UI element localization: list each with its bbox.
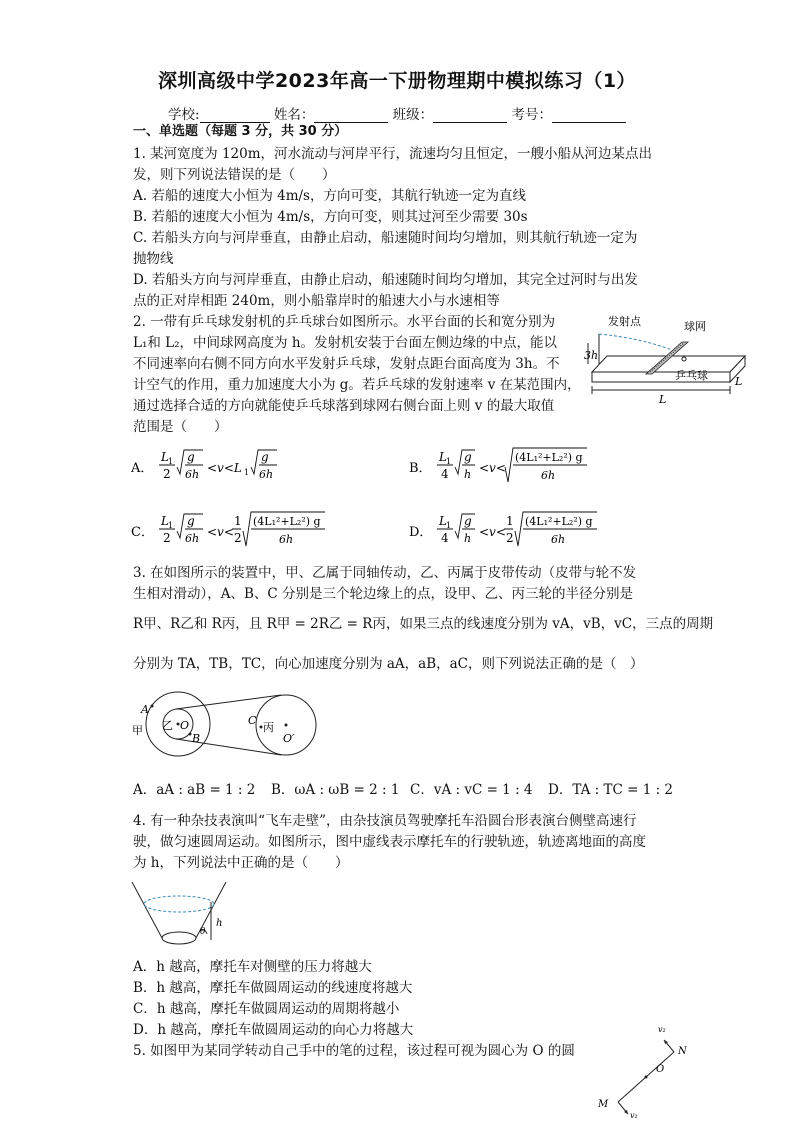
svg-text:g: g <box>187 450 195 464</box>
q5-stem-line1: 5. 如图甲为某同学转动自己手中的笔的过程，该过程可视为圆心为 O 的圆 <box>133 1043 575 1059</box>
q3-label-yi: 乙 <box>162 719 173 732</box>
number-blank[interactable] <box>552 108 626 123</box>
q2-option-c <box>131 506 431 556</box>
number-label: 考号： <box>511 107 552 123</box>
svg-text:1: 1 <box>168 457 174 466</box>
class-label: 班级： <box>392 107 434 123</box>
q3-stem-line4: 分别为 TA，TB，TC，向心加速度分别为 aA，aB，aC，则下列说法正确的是（ ） <box>133 656 644 672</box>
svg-text:4: 4 <box>441 531 449 545</box>
q3-option-b: B．ωA : ωB = 2 : 1 <box>271 782 400 798</box>
q2-option-d <box>409 506 709 556</box>
q2-label-ball: 乒乓球 <box>675 369 708 382</box>
q5-label-m: M <box>598 1099 609 1110</box>
q2-stem-line1: 2. 一带有乒乓球发射机的乒乓球台如图所示。水平台面的长和宽分别为 <box>133 314 556 330</box>
svg-text:1: 1 <box>446 521 452 530</box>
q3-pulley-figure <box>128 684 328 764</box>
svg-text:6h: 6h <box>185 532 200 545</box>
q4-option-a: A．h 越高，摩托车对侧壁的压力将越大 <box>133 959 372 975</box>
q2-stem-line3: 不同速率向右侧不同方向水平发射乒乓球，发射点距台面高度为 3h。不 <box>133 356 560 372</box>
svg-text:g: g <box>187 514 195 528</box>
q2-label-net: 球网 <box>684 320 706 333</box>
svg-text:2: 2 <box>163 531 171 545</box>
q3-label-o-prime: O′ <box>283 732 295 745</box>
svg-text:1: 1 <box>446 457 452 466</box>
svg-text:C．: C． <box>131 525 154 540</box>
svg-text:6h: 6h <box>259 468 274 481</box>
q2-table-figure <box>580 310 750 410</box>
q4-option-c: C．h 越高，摩托车做圆周运动的周期将越小 <box>133 1001 400 1017</box>
q2-stem-line2: L₁和 L₂，中间球网高度为 h。发射机安装于台面左侧边缘的中点，能以 <box>133 335 558 351</box>
q3-label-jia: 甲 <box>132 724 143 737</box>
q1-option-a: A. 若船的速度大小恒为 4m/s，方向可变，其航行轨迹一定为直线 <box>133 188 526 204</box>
q2-stem-line6: 范围是（ ） <box>133 419 228 435</box>
school-blank[interactable] <box>200 108 270 123</box>
svg-text:<v<: <v< <box>479 461 506 475</box>
svg-text:g: g <box>464 514 472 528</box>
q4-cone-figure <box>130 878 240 950</box>
q2-label-launch: 发射点 <box>608 315 641 328</box>
svg-text:6h: 6h <box>279 533 294 546</box>
svg-text:6h: 6h <box>551 533 566 546</box>
q1-option-c-line1: C. 若船头方向与河岸垂直，由静止启动，船速随时间均匀增加，则其航行轨迹一定为 <box>133 230 638 246</box>
q5-label-v2: v₂ <box>658 1025 666 1034</box>
svg-text:6h: 6h <box>185 468 200 481</box>
svg-text:2: 2 <box>234 531 242 545</box>
q3-stem-line3: R甲、R乙和 R丙，且 R甲 = 2R乙 = R丙，如果三点的线速度分别为 vA，vB，vC，三点的周期 <box>133 616 714 632</box>
svg-text:L: L <box>439 514 447 528</box>
q1-option-c-line2: 抛物线 <box>133 251 174 267</box>
q3-stem-line1: 3. 在如图所示的装置中，甲、乙属于同轴传动，乙、丙属于皮带传动（皮带与轮不发 <box>133 565 637 581</box>
q1-option-b: B. 若船的速度大小恒为 4m/s，方向可变，则其过河至少需要 30s <box>133 209 528 225</box>
svg-text:1: 1 <box>506 514 514 528</box>
q2-label-3h: 3h <box>584 349 599 362</box>
svg-text:1: 1 <box>168 521 174 530</box>
q4-stem-line1: 4. 有一种杂技表演叫“飞车走壁”，由杂技演员驾驶摩托车沿圆台形表演台侧壁高速行 <box>133 813 637 829</box>
svg-text:<v<L: <v<L <box>207 461 242 475</box>
q3-label-o: O <box>180 719 190 732</box>
q4-stem-line2: 驶，做匀速圆周运动。如图所示，图中虚线表示摩托车的行驶轨迹，轨迹离地面的高度 <box>133 834 646 850</box>
q4-option-d: D．h 越高，摩托车做圆周运动的向心力将越大 <box>133 1022 414 1038</box>
page-title: 深圳高级中学2023年高一下册物理期中模拟练习（1） <box>157 70 637 92</box>
q2-option-b <box>409 442 709 492</box>
q3-label-c: C <box>248 714 257 727</box>
q3-label-b: B <box>192 732 201 745</box>
q3-option-c: C．vA : vC = 1 : 4 <box>410 782 533 798</box>
svg-text:g: g <box>464 450 472 464</box>
q2-label-l2: L <box>735 375 743 388</box>
q2-option-a <box>131 442 431 492</box>
svg-text:(4L₁²+L₂²) g: (4L₁²+L₂²) g <box>515 451 583 464</box>
q2-stem-line4: 计空气的作用，重力加速度大小为 g。若乒乓球的发射速率 v 在某范围内， <box>133 377 581 393</box>
q5-label-o: O <box>656 1064 665 1075</box>
svg-text:D．: D． <box>409 525 433 540</box>
svg-text:h: h <box>464 468 472 481</box>
q3-stem-line2: 生相对滑动），A、B、C 分别是三个轮边缘上的点，设甲、乙、丙三轮的半径分别是 <box>133 586 634 602</box>
svg-text:(4L₁²+L₂²) g: (4L₁²+L₂²) g <box>253 515 321 528</box>
q2-stem-line5: 通过选择合适的方向就能使乒乓球落到球网右侧台面上则 v 的最大取值 <box>133 398 555 414</box>
name-blank[interactable] <box>314 108 388 123</box>
q4-label-theta: θ <box>200 927 206 937</box>
svg-text:1: 1 <box>244 468 250 477</box>
svg-text:4: 4 <box>441 467 449 481</box>
student-info-row <box>168 103 626 123</box>
q3-option-d: D．TA : TC = 1 : 2 <box>548 782 674 798</box>
svg-text:h: h <box>464 532 472 545</box>
q2-label-l1: L <box>659 393 667 406</box>
svg-text:2: 2 <box>506 531 514 545</box>
svg-text:6h: 6h <box>541 469 556 482</box>
q5-label-v1: v₁ <box>630 1111 638 1120</box>
svg-text:B．: B． <box>409 461 432 476</box>
svg-text:L: L <box>161 450 169 464</box>
q4-stem-line3: 为 h，下列说法中正确的是（ ） <box>133 855 349 871</box>
q3-option-a: A．aA : aB = 1 : 2 <box>133 782 256 798</box>
q4-option-b: B．h 越高，摩托车做圆周运动的线速度将越大 <box>133 980 413 996</box>
q3-label-bing: 丙 <box>263 721 274 734</box>
svg-text:L: L <box>161 514 169 528</box>
q1-option-d-line2: 点的正对岸相距 240m，则小船靠岸时的船速大小与水速相等 <box>133 293 500 309</box>
school-label: 学校: <box>168 107 200 123</box>
section-heading: 一、单选题（每题 3 分，共 30 分） <box>133 124 348 139</box>
svg-text:<v<: <v< <box>207 525 234 539</box>
svg-text:1: 1 <box>234 514 242 528</box>
q5-label-n: N <box>678 1046 687 1057</box>
svg-text:g: g <box>261 450 269 464</box>
q3-label-a: A <box>141 703 149 716</box>
svg-text:<v<: <v< <box>479 525 506 539</box>
svg-text:(4L₁²+L₂²) g: (4L₁²+L₂²) g <box>525 515 593 528</box>
q4-label-h: h <box>216 918 223 929</box>
name-label: 姓名： <box>273 107 315 123</box>
q1-option-d-line1: D. 若船头方向与河岸垂直，由静止启动，船速随时间均匀增加，其完全过河时与出发 <box>133 272 638 288</box>
svg-text:L: L <box>439 450 447 464</box>
class-blank[interactable] <box>433 108 507 123</box>
svg-text:A．: A． <box>131 461 154 476</box>
q1-stem-line1: 1. 某河宽度为 120m，河水流动与河岸平行，流速均匀且恒定，一艘小船从河边某点出 <box>133 146 653 162</box>
q5-pen-figure <box>594 1020 704 1120</box>
q1-stem-line2: 发，则下列说法错误的是（ ） <box>133 167 336 183</box>
svg-text:2: 2 <box>163 467 171 481</box>
